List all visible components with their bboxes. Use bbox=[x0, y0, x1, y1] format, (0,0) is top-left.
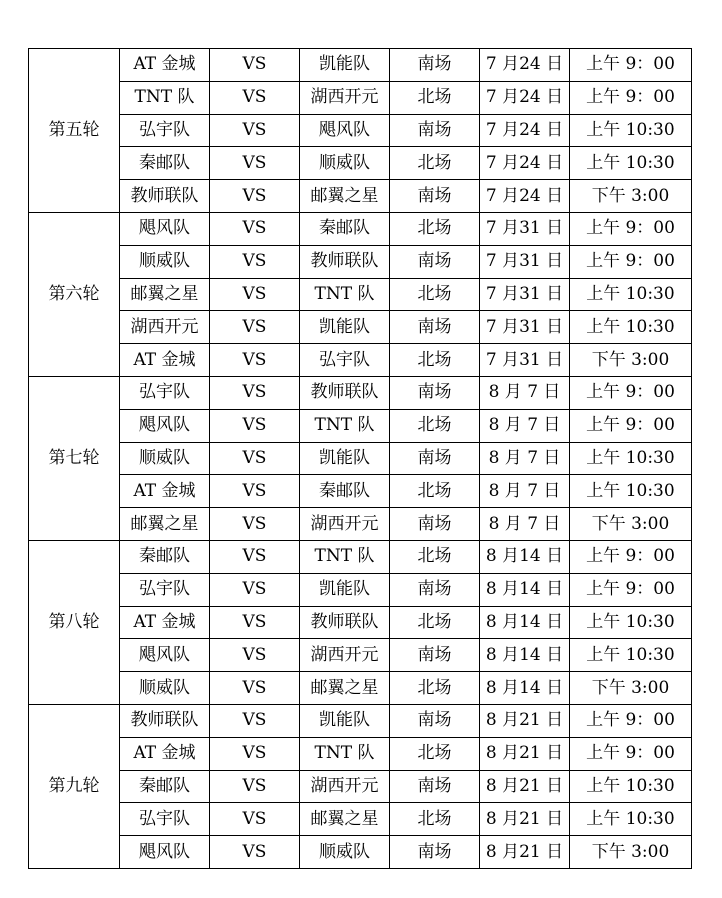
home-team: AT 金城 bbox=[120, 49, 210, 82]
away-team: TNT 队 bbox=[300, 540, 390, 573]
match-time: 下午 3:00 bbox=[570, 508, 692, 541]
home-team: 邮翼之星 bbox=[120, 278, 210, 311]
match-time: 上午 10:30 bbox=[570, 606, 692, 639]
vs-label: VS bbox=[210, 245, 300, 278]
match-date: 7 月24 日 bbox=[480, 49, 570, 82]
vs-label: VS bbox=[210, 573, 300, 606]
match-schedule-table bbox=[28, 48, 692, 869]
match-date: 8 月 7 日 bbox=[480, 409, 570, 442]
away-team: 秦邮队 bbox=[300, 475, 390, 508]
away-team: 秦邮队 bbox=[300, 212, 390, 245]
away-team: 教师联队 bbox=[300, 376, 390, 409]
table-row bbox=[29, 475, 692, 508]
match-time: 上午 9：00 bbox=[570, 376, 692, 409]
venue: 南场 bbox=[390, 114, 480, 147]
venue: 北场 bbox=[390, 803, 480, 836]
venue: 北场 bbox=[390, 212, 480, 245]
match-time: 上午 9：00 bbox=[570, 81, 692, 114]
match-date: 7 月24 日 bbox=[480, 180, 570, 213]
match-date: 8 月14 日 bbox=[480, 606, 570, 639]
vs-label: VS bbox=[210, 409, 300, 442]
away-team: TNT 队 bbox=[300, 409, 390, 442]
vs-label: VS bbox=[210, 475, 300, 508]
away-team: 教师联队 bbox=[300, 606, 390, 639]
home-team: 顺威队 bbox=[120, 672, 210, 705]
vs-label: VS bbox=[210, 508, 300, 541]
home-team: 弘宇队 bbox=[120, 573, 210, 606]
match-date: 7 月24 日 bbox=[480, 114, 570, 147]
away-team: 弘宇队 bbox=[300, 344, 390, 377]
home-team: AT 金城 bbox=[120, 737, 210, 770]
match-time: 上午 10:30 bbox=[570, 442, 692, 475]
away-team: 邮翼之星 bbox=[300, 180, 390, 213]
away-team: 湖西开元 bbox=[300, 639, 390, 672]
match-time: 上午 9：00 bbox=[570, 704, 692, 737]
venue: 南场 bbox=[390, 573, 480, 606]
away-team: 凯能队 bbox=[300, 442, 390, 475]
vs-label: VS bbox=[210, 540, 300, 573]
match-date: 7 月31 日 bbox=[480, 245, 570, 278]
match-time: 上午 9：00 bbox=[570, 573, 692, 606]
vs-label: VS bbox=[210, 114, 300, 147]
venue: 南场 bbox=[390, 508, 480, 541]
match-time: 下午 3:00 bbox=[570, 672, 692, 705]
vs-label: VS bbox=[210, 442, 300, 475]
venue: 南场 bbox=[390, 770, 480, 803]
away-team: 凯能队 bbox=[300, 49, 390, 82]
home-team: 教师联队 bbox=[120, 180, 210, 213]
venue: 南场 bbox=[390, 49, 480, 82]
home-team: AT 金城 bbox=[120, 344, 210, 377]
venue: 南场 bbox=[390, 836, 480, 869]
match-date: 7 月31 日 bbox=[480, 311, 570, 344]
home-team: 弘宇队 bbox=[120, 376, 210, 409]
away-team: 飓风队 bbox=[300, 114, 390, 147]
match-time: 上午 10:30 bbox=[570, 803, 692, 836]
venue: 北场 bbox=[390, 540, 480, 573]
table-row bbox=[29, 114, 692, 147]
match-date: 8 月14 日 bbox=[480, 540, 570, 573]
match-date: 8 月21 日 bbox=[480, 704, 570, 737]
vs-label: VS bbox=[210, 639, 300, 672]
vs-label: VS bbox=[210, 606, 300, 639]
venue: 北场 bbox=[390, 147, 480, 180]
match-time: 上午 10:30 bbox=[570, 770, 692, 803]
match-time: 下午 3:00 bbox=[570, 344, 692, 377]
away-team: 凯能队 bbox=[300, 311, 390, 344]
venue: 北场 bbox=[390, 344, 480, 377]
vs-label: VS bbox=[210, 704, 300, 737]
match-date: 7 月31 日 bbox=[480, 212, 570, 245]
venue: 北场 bbox=[390, 606, 480, 639]
home-team: 湖西开元 bbox=[120, 311, 210, 344]
away-team: 湖西开元 bbox=[300, 81, 390, 114]
home-team: 秦邮队 bbox=[120, 770, 210, 803]
away-team: 湖西开元 bbox=[300, 770, 390, 803]
away-team: 凯能队 bbox=[300, 573, 390, 606]
venue: 北场 bbox=[390, 737, 480, 770]
match-date: 8 月21 日 bbox=[480, 836, 570, 869]
match-date: 8 月14 日 bbox=[480, 672, 570, 705]
table-row bbox=[29, 180, 692, 213]
match-date: 8 月 7 日 bbox=[480, 376, 570, 409]
vs-label: VS bbox=[210, 147, 300, 180]
home-team: 邮翼之星 bbox=[120, 508, 210, 541]
vs-label: VS bbox=[210, 180, 300, 213]
home-team: 飓风队 bbox=[120, 212, 210, 245]
match-time: 上午 9：00 bbox=[570, 409, 692, 442]
vs-label: VS bbox=[210, 212, 300, 245]
table-row bbox=[29, 672, 692, 705]
match-date: 8 月21 日 bbox=[480, 770, 570, 803]
match-date: 8 月 7 日 bbox=[480, 508, 570, 541]
venue: 南场 bbox=[390, 311, 480, 344]
home-team: 教师联队 bbox=[120, 704, 210, 737]
table-row bbox=[29, 81, 692, 114]
match-date: 8 月21 日 bbox=[480, 803, 570, 836]
vs-label: VS bbox=[210, 803, 300, 836]
round-label: 第五轮 bbox=[29, 49, 120, 213]
venue: 北场 bbox=[390, 81, 480, 114]
table-row bbox=[29, 639, 692, 672]
match-date: 8 月 7 日 bbox=[480, 475, 570, 508]
match-time: 上午 9：00 bbox=[570, 212, 692, 245]
home-team: TNT 队 bbox=[120, 81, 210, 114]
venue: 南场 bbox=[390, 639, 480, 672]
table-row bbox=[29, 770, 692, 803]
home-team: 秦邮队 bbox=[120, 147, 210, 180]
home-team: AT 金城 bbox=[120, 475, 210, 508]
table-row bbox=[29, 442, 692, 475]
schedule-body bbox=[29, 49, 692, 869]
away-team: 凯能队 bbox=[300, 704, 390, 737]
match-time: 上午 10:30 bbox=[570, 278, 692, 311]
vs-label: VS bbox=[210, 311, 300, 344]
home-team: 弘宇队 bbox=[120, 114, 210, 147]
table-row bbox=[29, 278, 692, 311]
home-team: 顺威队 bbox=[120, 245, 210, 278]
match-date: 7 月31 日 bbox=[480, 278, 570, 311]
vs-label: VS bbox=[210, 376, 300, 409]
round-label: 第六轮 bbox=[29, 212, 120, 376]
match-date: 7 月24 日 bbox=[480, 147, 570, 180]
match-time: 下午 3:00 bbox=[570, 836, 692, 869]
round-label: 第九轮 bbox=[29, 704, 120, 868]
home-team: 秦邮队 bbox=[120, 540, 210, 573]
match-date: 7 月31 日 bbox=[480, 344, 570, 377]
table-row bbox=[29, 573, 692, 606]
away-team: 顺威队 bbox=[300, 147, 390, 180]
match-time: 上午 10:30 bbox=[570, 311, 692, 344]
match-date: 8 月21 日 bbox=[480, 737, 570, 770]
venue: 南场 bbox=[390, 245, 480, 278]
home-team: 飓风队 bbox=[120, 639, 210, 672]
table-row bbox=[29, 376, 692, 409]
vs-label: VS bbox=[210, 836, 300, 869]
venue: 北场 bbox=[390, 475, 480, 508]
table-row bbox=[29, 311, 692, 344]
match-time: 上午 9：00 bbox=[570, 540, 692, 573]
match-date: 8 月14 日 bbox=[480, 573, 570, 606]
away-team: 湖西开元 bbox=[300, 508, 390, 541]
vs-label: VS bbox=[210, 81, 300, 114]
vs-label: VS bbox=[210, 49, 300, 82]
vs-label: VS bbox=[210, 770, 300, 803]
venue: 北场 bbox=[390, 409, 480, 442]
table-row bbox=[29, 836, 692, 869]
round-label: 第八轮 bbox=[29, 540, 120, 704]
round-label: 第七轮 bbox=[29, 376, 120, 540]
match-date: 7 月24 日 bbox=[480, 81, 570, 114]
home-team: 飓风队 bbox=[120, 409, 210, 442]
match-time: 上午 10:30 bbox=[570, 475, 692, 508]
table-row bbox=[29, 344, 692, 377]
home-team: 顺威队 bbox=[120, 442, 210, 475]
match-time: 上午 10:30 bbox=[570, 639, 692, 672]
match-time: 上午 9：00 bbox=[570, 49, 692, 82]
table-row bbox=[29, 212, 692, 245]
venue: 北场 bbox=[390, 672, 480, 705]
home-team: AT 金城 bbox=[120, 606, 210, 639]
away-team: 顺威队 bbox=[300, 836, 390, 869]
venue: 南场 bbox=[390, 376, 480, 409]
away-team: TNT 队 bbox=[300, 737, 390, 770]
table-row bbox=[29, 49, 692, 82]
vs-label: VS bbox=[210, 278, 300, 311]
match-time: 上午 9：00 bbox=[570, 245, 692, 278]
table-row bbox=[29, 803, 692, 836]
vs-label: VS bbox=[210, 672, 300, 705]
match-time: 上午 9：00 bbox=[570, 737, 692, 770]
away-team: 邮翼之星 bbox=[300, 672, 390, 705]
venue: 北场 bbox=[390, 278, 480, 311]
table-row bbox=[29, 540, 692, 573]
match-date: 8 月14 日 bbox=[480, 639, 570, 672]
match-time: 上午 10:30 bbox=[570, 114, 692, 147]
table-row bbox=[29, 508, 692, 541]
venue: 南场 bbox=[390, 704, 480, 737]
home-team: 飓风队 bbox=[120, 836, 210, 869]
away-team: 邮翼之星 bbox=[300, 803, 390, 836]
venue: 南场 bbox=[390, 180, 480, 213]
venue: 南场 bbox=[390, 442, 480, 475]
table-row bbox=[29, 737, 692, 770]
table-row bbox=[29, 245, 692, 278]
home-team: 弘宇队 bbox=[120, 803, 210, 836]
table-row bbox=[29, 409, 692, 442]
vs-label: VS bbox=[210, 344, 300, 377]
match-date: 8 月 7 日 bbox=[480, 442, 570, 475]
away-team: TNT 队 bbox=[300, 278, 390, 311]
match-time: 下午 3:00 bbox=[570, 180, 692, 213]
table-row bbox=[29, 606, 692, 639]
table-row bbox=[29, 147, 692, 180]
vs-label: VS bbox=[210, 737, 300, 770]
match-time: 上午 10:30 bbox=[570, 147, 692, 180]
away-team: 教师联队 bbox=[300, 245, 390, 278]
table-row bbox=[29, 704, 692, 737]
